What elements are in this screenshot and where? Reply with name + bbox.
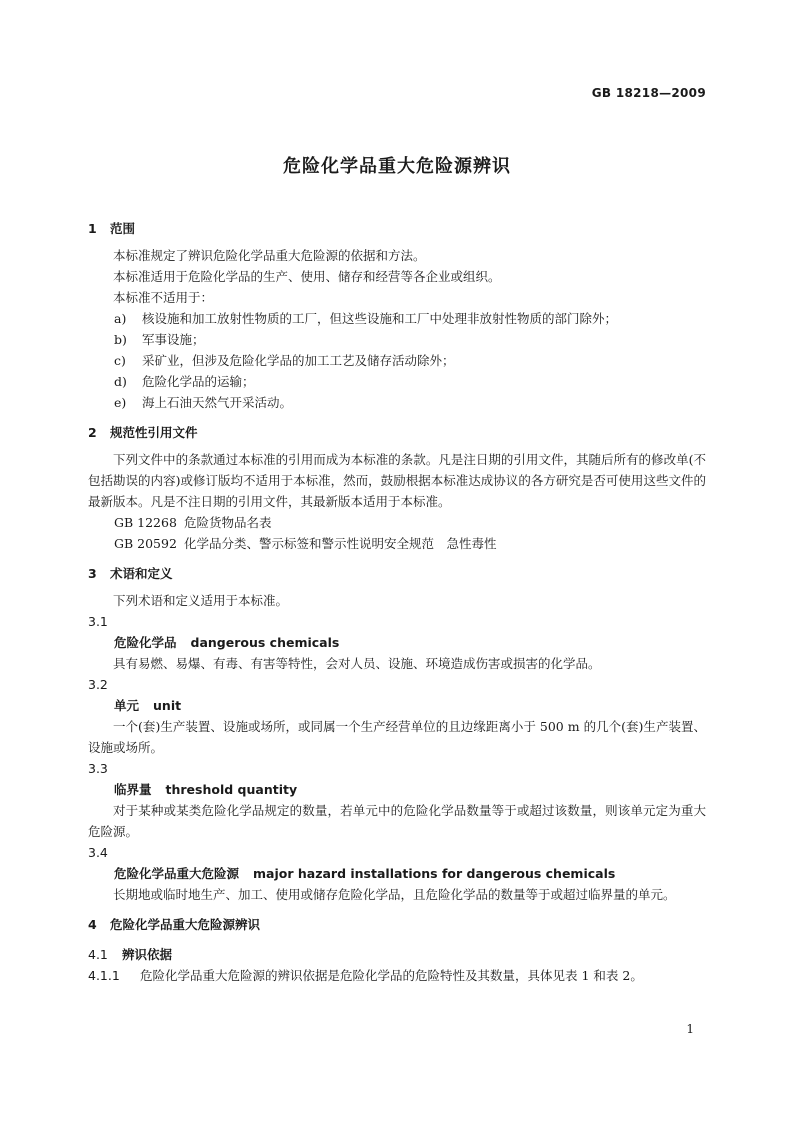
reference-title: 化学品分类、警示标签和警示性说明安全规范 急性毒性	[184, 536, 497, 551]
list-text: 核设施和加工放射性物质的工厂，但这些设施和工厂中处理非放射性物质的部门除外；	[142, 311, 618, 326]
list-label: a)	[114, 311, 127, 326]
term-heading	[88, 863, 706, 884]
list-item	[88, 392, 706, 413]
section-title: 范围	[110, 221, 136, 236]
term-zh: 临界量	[114, 782, 152, 797]
document-title: 危险化学品重大危险源辨识	[283, 156, 511, 177]
section-heading-identification	[88, 914, 706, 935]
section-title: 危险化学品重大危险源辨识	[110, 917, 261, 932]
term-heading	[88, 779, 706, 800]
term-zh: 危险化学品	[114, 635, 177, 650]
list-label: b)	[114, 332, 127, 347]
subsection-title: 辨识依据	[122, 947, 173, 962]
list-item	[88, 329, 706, 350]
list-text: 危险化学品的运输；	[142, 374, 255, 389]
list-item	[88, 350, 706, 371]
paragraph: 本标准不适用于：	[113, 290, 214, 305]
reference-item	[88, 533, 706, 554]
paragraph: 下列术语和定义适用于本标准。	[113, 593, 289, 608]
section-heading-terms	[88, 563, 706, 584]
list-text: 海上石油天然气开采活动。	[142, 395, 293, 410]
term-en: major hazard installations for dangerous chemicals	[253, 866, 616, 881]
term-heading	[88, 632, 706, 653]
list-item	[88, 371, 706, 392]
section-heading-normative-references	[88, 422, 706, 443]
clause-number: 3.3	[88, 761, 108, 776]
term-definition: 长期地或临时地生产、加工、使用或储存危险化学品，且危险化学品的数量等于或超过临界量的单元。	[113, 887, 676, 902]
reference-item	[88, 512, 706, 533]
section-title: 规范性引用文件	[110, 425, 198, 440]
reference-code: GB 12268	[114, 515, 177, 530]
clause-number: 4.1.1	[88, 968, 120, 983]
list-label: d)	[114, 374, 127, 389]
clause-number: 3.2	[88, 677, 108, 692]
reference-title: 危险货物品名表	[184, 515, 272, 530]
section-number: 3	[88, 566, 97, 581]
section-heading-scope	[88, 218, 706, 239]
term-definition: 对于某种或某类危险化学品规定的数量，若单元中的危险化学品数量等于或超过该数量，则该单元定为重大危险源。	[88, 803, 706, 839]
section-title: 术语和定义	[110, 566, 173, 581]
term-definition: 具有易燃、易爆、有毒、有害等特性，会对人员、设施、环境造成伤害或损害的化学品。	[113, 656, 601, 671]
term-en: threshold quantity	[165, 782, 298, 797]
section-number: 2	[88, 425, 97, 440]
subsection-heading	[88, 944, 706, 965]
term-zh: 危险化学品重大危险源	[114, 866, 240, 881]
term-heading	[88, 695, 706, 716]
clause-number: 3.4	[88, 845, 108, 860]
section-number: 4	[88, 917, 97, 932]
paragraph: 下列文件中的条款通过本标准的引用而成为本标准的条款。凡是注日期的引用文件，其随后所有的修改单(不包括勘误的内容)或修订版均不适用于本标准，然而，鼓励根据本标准达成协议的各方研究是否可使用这些文件的最新版本。凡是不注日期的引用文件，其最新版本适用于本标准。	[88, 452, 706, 509]
reference-code: GB 20592	[114, 536, 177, 551]
clause-number: 3.1	[88, 614, 108, 629]
paragraph: 本标准适用于危险化学品的生产、使用、储存和经营等各企业或组织。	[113, 269, 501, 284]
section-number: 1	[88, 221, 97, 236]
clause-text: 危险化学品重大危险源的辨识依据是危险化学品的危险特性及其数量，具体见表 1 和表 2。	[140, 968, 643, 983]
list-text: 采矿业，但涉及危险化学品的加工工艺及储存活动除外；	[142, 353, 455, 368]
document-body	[88, 218, 706, 986]
page-number: 1	[686, 1022, 694, 1036]
term-definition: 一个(套)生产装置、设施或场所，或同属一个生产经营单位的且边缘距离小于 500 m 的几个(套)生产装置、设施或场所。	[88, 719, 706, 755]
list-label: c)	[114, 353, 126, 368]
list-text: 军事设施；	[142, 332, 205, 347]
paragraph: 本标准规定了辨识危险化学品重大危险源的依据和方法。	[113, 248, 426, 263]
term-zh: 单元	[114, 698, 140, 713]
term-en: dangerous chemicals	[190, 635, 340, 650]
subsection-number: 4.1	[88, 947, 108, 962]
list-label: e)	[114, 395, 127, 410]
term-en: unit	[153, 698, 182, 713]
standard-code: GB 18218—2009	[591, 86, 706, 100]
clause-paragraph	[88, 965, 706, 986]
list-item	[88, 308, 706, 329]
